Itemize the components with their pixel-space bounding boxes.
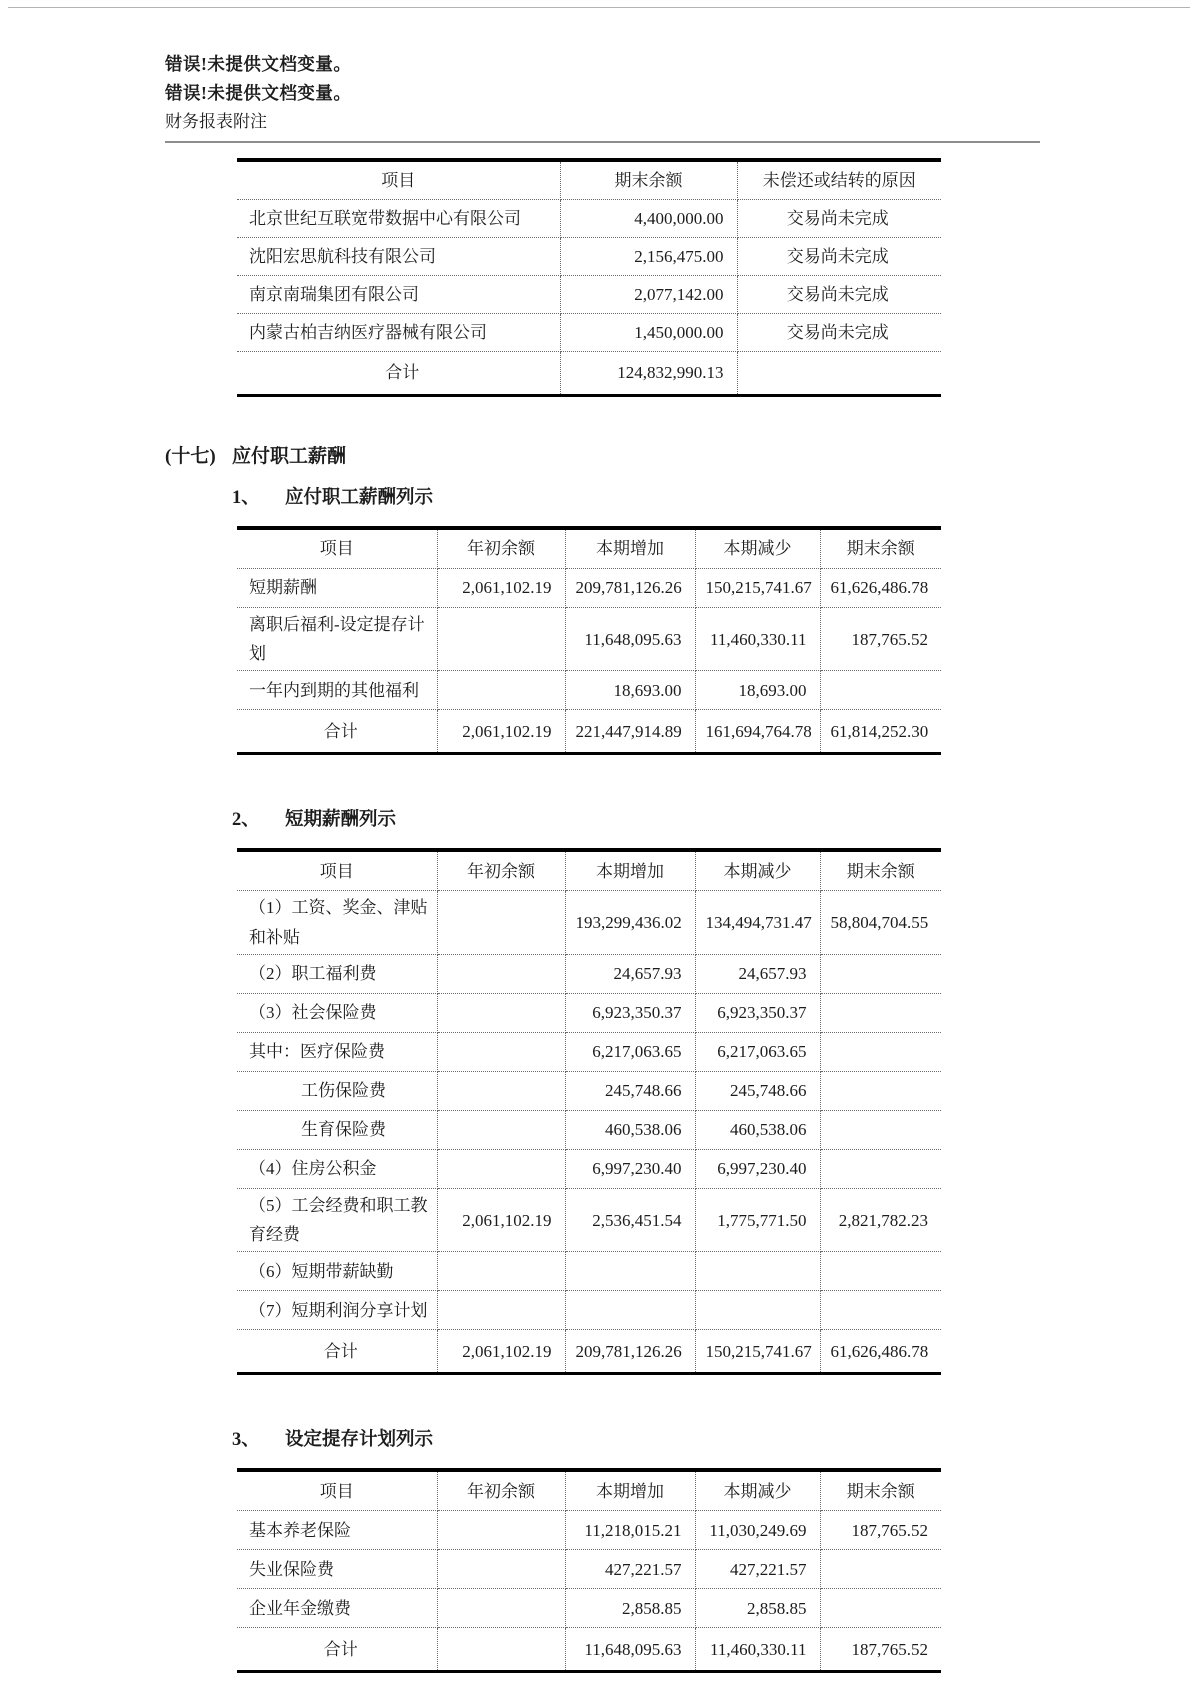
table-cell [437, 1589, 565, 1628]
table-cell: 18,693.00 [695, 671, 820, 710]
table-cell: 11,218,015.21 [565, 1511, 695, 1550]
column-header: 年初余额 [437, 850, 565, 891]
column-header: 期末余额 [820, 850, 941, 891]
defined-contribution-table-wrap [237, 1468, 1040, 1673]
header-error-line-2: 错误!未提供文档变量。 [165, 83, 352, 103]
table-row [237, 891, 941, 954]
table-cell: （5）工会经费和职工教育经费 [237, 1188, 437, 1251]
table-cell: 1,450,000.00 [560, 314, 737, 352]
table-cell: 北京世纪互联宽带数据中心有限公司 [237, 200, 560, 238]
table-cell: 沈阳宏思航科技有限公司 [237, 238, 560, 276]
table-cell [695, 1252, 820, 1291]
table-cell: 南京南瑞集团有限公司 [237, 276, 560, 314]
table-cell: 6,997,230.40 [695, 1149, 820, 1188]
subsection-title-1: 应付职工薪酬列示 [285, 488, 434, 508]
table-cell: 187,765.52 [851, 1639, 928, 1659]
header-row [237, 1470, 941, 1511]
table-row [237, 1071, 941, 1110]
table-cell: （7）短期利润分享计划 [237, 1291, 437, 1330]
table-cell: 短期薪酬 [237, 569, 437, 608]
table-cell [437, 608, 565, 671]
section-heading-17 [165, 443, 1040, 470]
header-row [237, 528, 941, 569]
page-top-border [8, 7, 1190, 8]
table-cell: （1）工资、奖金、津贴和补贴 [237, 891, 437, 954]
table-cell: 150,215,741.67 [695, 569, 820, 608]
total-row [237, 1628, 941, 1672]
table-cell: （3）社会保险费 [237, 993, 437, 1032]
table-cell: （6）短期带薪缺勤 [237, 1252, 437, 1291]
table-cell: 2,077,142.00 [560, 276, 737, 314]
table-cell: 失业保险费 [237, 1550, 437, 1589]
table-cell: 2,821,782.23 [820, 1188, 941, 1251]
subsection-number-2: 2、 [232, 810, 260, 831]
table-row [237, 608, 941, 671]
table-cell [820, 1071, 941, 1110]
table-cell [820, 1291, 941, 1330]
table-row [237, 238, 941, 276]
table-cell: 2,061,102.19 [437, 1330, 565, 1374]
table-cell: 4,400,000.00 [560, 200, 737, 238]
table-cell: （2）职工福利费 [237, 954, 437, 993]
column-header: 项目 [237, 528, 437, 569]
table-cell: 1,775,771.50 [695, 1188, 820, 1251]
table-row [237, 569, 941, 608]
table-row [237, 993, 941, 1032]
table-cell: 内蒙古柏吉纳医疗器械有限公司 [237, 314, 560, 352]
total-row [237, 710, 941, 754]
table-cell: 11,648,095.63 [565, 1628, 695, 1672]
table-cell [565, 1291, 695, 1330]
table-cell: 61,626,486.78 [830, 1341, 929, 1361]
column-header: 项目 [237, 850, 437, 891]
short-term-payroll-table [237, 848, 941, 1375]
table-cell [820, 1589, 941, 1628]
table-cell [820, 1032, 941, 1071]
table-row [237, 1511, 941, 1550]
table-cell: 460,538.06 [565, 1110, 695, 1149]
defined-contribution-table [237, 1468, 941, 1673]
column-header: 本期增加 [565, 850, 695, 891]
table-cell: 企业年金缴费 [237, 1589, 437, 1628]
table-cell: 58,804,704.55 [820, 891, 941, 954]
table-cell: 2,061,102.19 [437, 710, 565, 754]
table-cell: 其中：医疗保险费 [237, 1032, 437, 1071]
table-row [237, 1589, 941, 1628]
table-cell: 交易尚未完成 [737, 276, 941, 314]
table-cell: 工伤保险费 [237, 1071, 437, 1110]
table-cell [437, 1149, 565, 1188]
column-header: 本期减少 [695, 1470, 820, 1511]
table-cell: 交易尚未完成 [737, 314, 941, 352]
document-header [165, 50, 1040, 143]
table-cell: 124,832,990.13 [560, 352, 737, 396]
table-cell: 6,923,350.37 [565, 993, 695, 1032]
table-row [237, 276, 941, 314]
table-cell: 24,657.93 [565, 954, 695, 993]
column-header: 项目 [237, 160, 560, 200]
subsection-heading-3 [232, 1427, 1040, 1453]
subsection-heading-1 [232, 485, 1040, 511]
table-cell: 11,648,095.63 [565, 608, 695, 671]
table-cell [437, 1071, 565, 1110]
table-cell: 离职后福利-设定提存计划 [237, 608, 437, 671]
table-cell: 245,748.66 [565, 1071, 695, 1110]
column-header: 项目 [237, 1470, 437, 1511]
table-cell [695, 1291, 820, 1330]
table-cell: 11,460,330.11 [695, 1628, 820, 1672]
total-row [237, 352, 941, 396]
table-cell [820, 1550, 941, 1589]
column-header: 本期减少 [695, 528, 820, 569]
table-cell: 交易尚未完成 [737, 200, 941, 238]
table-cell [437, 993, 565, 1032]
table-cell: 221,447,914.89 [565, 710, 695, 754]
subsection-number-3: 3、 [232, 1430, 260, 1451]
table-cell: 150,215,741.67 [695, 1330, 820, 1374]
table-cell: 11,030,249.69 [695, 1511, 820, 1550]
table-cell: 6,997,230.40 [565, 1149, 695, 1188]
table-row [237, 1291, 941, 1330]
table-row [237, 1110, 941, 1149]
table-row [237, 1188, 941, 1251]
table-cell: 2,536,451.54 [565, 1188, 695, 1251]
table-cell: 生育保险费 [237, 1110, 437, 1149]
table-cell: 460,538.06 [695, 1110, 820, 1149]
column-header: 期末余额 [560, 160, 737, 200]
table-row [237, 1032, 941, 1071]
column-header: 年初余额 [437, 528, 565, 569]
table-row [237, 1252, 941, 1291]
table-cell [820, 954, 941, 993]
short-term-payroll-table-wrap [237, 848, 1040, 1375]
subsection-heading-2 [232, 807, 1040, 833]
table-row [237, 1550, 941, 1589]
section-number: (十七) [165, 446, 216, 467]
table-cell [437, 1550, 565, 1589]
table-cell [820, 1110, 941, 1149]
table-cell: 2,061,102.19 [437, 569, 565, 608]
table-row [237, 1149, 941, 1188]
header-error-line-1: 错误!未提供文档变量。 [165, 54, 352, 74]
table-cell: 209,781,126.26 [565, 569, 695, 608]
column-header: 期末余额 [820, 1470, 941, 1511]
table-cell: 一年内到期的其他福利 [237, 671, 437, 710]
payroll-summary-table [237, 526, 941, 755]
table-cell: 61,814,252.30 [830, 721, 929, 741]
table-cell [437, 1628, 565, 1672]
header-title: 财务报表附注 [165, 112, 267, 131]
column-header: 未偿还或结转的原因 [737, 160, 941, 200]
table-cell: 基本养老保险 [237, 1511, 437, 1550]
table-cell [737, 352, 941, 396]
table-row [237, 954, 941, 993]
table-cell: 18,693.00 [565, 671, 695, 710]
subsection-title-3: 设定提存计划列示 [285, 1430, 434, 1451]
column-header: 本期增加 [565, 528, 695, 569]
table-cell [820, 993, 941, 1032]
table-cell: 交易尚未完成 [737, 238, 941, 276]
table-cell: 2,061,102.19 [437, 1188, 565, 1251]
table-cell: 合计 [237, 1628, 437, 1672]
table-cell [437, 891, 565, 954]
payroll-summary-table-wrap [237, 526, 1040, 755]
table-cell [820, 1252, 941, 1291]
table-cell: 合计 [237, 710, 437, 754]
table-cell: 61,626,486.78 [820, 569, 941, 608]
table-cell: 6,923,350.37 [695, 993, 820, 1032]
table-cell [437, 1110, 565, 1149]
column-header: 本期减少 [695, 850, 820, 891]
table-cell: 245,748.66 [695, 1071, 820, 1110]
table-cell: 2,156,475.00 [560, 238, 737, 276]
table-cell: （4）住房公积金 [237, 1149, 437, 1188]
table-cell: 合计 [237, 1330, 437, 1374]
table-cell: 134,494,731.47 [695, 891, 820, 954]
column-header: 本期增加 [565, 1470, 695, 1511]
table-cell: 187,765.52 [820, 1511, 941, 1550]
column-header: 期末余额 [820, 528, 941, 569]
table-cell [820, 671, 941, 710]
table-cell: 6,217,063.65 [695, 1032, 820, 1071]
subsection-title-2: 短期薪酬列示 [285, 810, 397, 831]
table-cell: 24,657.93 [695, 954, 820, 993]
table-cell: 2,858.85 [565, 1589, 695, 1628]
table-row [237, 671, 941, 710]
table-cell [437, 954, 565, 993]
table-cell: 209,781,126.26 [565, 1330, 695, 1374]
table-cell [437, 1511, 565, 1550]
table-cell [565, 1252, 695, 1291]
table-cell: 6,217,063.65 [565, 1032, 695, 1071]
subsection-number-1: 1、 [232, 488, 260, 508]
table-cell [437, 1032, 565, 1071]
table-cell: 187,765.52 [820, 608, 941, 671]
table-cell: 161,694,764.78 [695, 710, 820, 754]
table-cell: 427,221.57 [565, 1550, 695, 1589]
table-cell: 11,460,330.11 [695, 608, 820, 671]
table-cell: 193,299,436.02 [565, 891, 695, 954]
table-cell [820, 1149, 941, 1188]
table-row [237, 314, 941, 352]
table-cell [437, 1291, 565, 1330]
header-row [237, 160, 941, 200]
table-row [237, 200, 941, 238]
table-cell: 427,221.57 [695, 1550, 820, 1589]
section-title: 应付职工薪酬 [232, 446, 347, 467]
column-header: 年初余额 [437, 1470, 565, 1511]
unpaid-balances-table-wrap [237, 158, 1040, 397]
table-cell: 合计 [237, 352, 560, 396]
table-cell [437, 1252, 565, 1291]
header-row [237, 850, 941, 891]
table-cell [437, 671, 565, 710]
header-divider [165, 141, 1040, 143]
unpaid-balances-table [237, 158, 941, 397]
total-row [237, 1330, 941, 1374]
table-cell: 2,858.85 [695, 1589, 820, 1628]
